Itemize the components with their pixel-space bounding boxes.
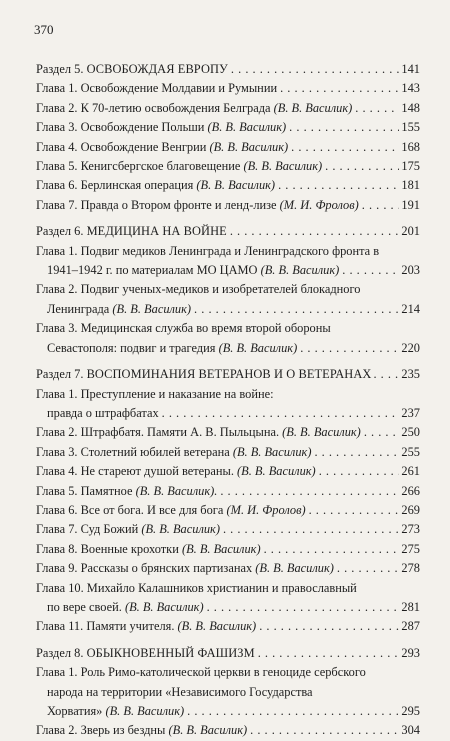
chapter-label: Глава 9. [36,561,78,576]
chapter-label: Глава 7. [36,522,78,537]
chapter-entry[interactable] [36,196,420,215]
page-ref: 148 [401,100,420,115]
page-ref: 255 [401,444,420,459]
dot-leader [319,462,400,481]
page-ref: 143 [401,81,420,96]
page-ref: 141 [401,62,420,76]
dot-leader [162,404,400,423]
chapter-entry[interactable] [36,385,420,424]
page-ref: 203 [401,263,420,278]
page-ref: 250 [401,425,420,440]
page-ref: 237 [401,405,420,420]
chapter-label: Глава 5. [36,483,78,498]
chapter-author: (В. В. Василик) [260,263,340,278]
chapter-author: (В. В. Василик) [207,120,287,135]
chapter-title-continued: по вере своей. [47,599,122,614]
chapter-title: Преступление и наказание на войне: [80,386,274,401]
chapter-title-continued: Севастополя: подвиг и трагедия [47,340,216,355]
dot-leader [259,617,399,636]
chapter-title: Подвиг ученых-медиков и изобретателей блокадного [80,282,361,297]
chapter-entry[interactable] [36,520,420,539]
chapter-author: (В. В. Василик) [168,723,248,738]
dot-leader [220,482,399,501]
chapter-entry[interactable] [36,559,420,578]
section-heading[interactable] [36,644,420,663]
chapter-entry[interactable] [36,138,420,157]
section-label: Раздел 7. [36,367,84,382]
chapter-title: Подвиг медиков Ленинграда и Ленинградского фронта в [80,243,380,258]
chapter-title: Рассказы о брянских партизанах [80,561,253,576]
dot-leader [230,222,400,241]
page-ref: 214 [401,301,420,316]
section-title: ВОСПОМИНАНИЯ ВЕТЕРАНОВ И О ВЕТЕРАНАХ [86,367,372,382]
dot-leader [291,138,399,157]
chapter-title: Столетний юбилей ветерана [80,444,230,459]
chapter-author: (В. В. Василик) [232,444,312,459]
chapter-label: Глава 3. [36,444,78,459]
section-8 [36,644,420,741]
chapter-entry[interactable] [36,118,420,137]
chapter-entry[interactable] [36,443,420,462]
page-ref: 304 [401,723,420,738]
dot-leader [264,540,400,559]
dot-leader [355,99,399,118]
chapter-label: Глава 7. [36,197,78,212]
chapter-entry[interactable] [36,280,420,319]
chapter-label: Глава 2. [36,425,78,440]
section-label: Раздел 6. [36,224,84,239]
dot-leader [309,501,400,520]
chapter-label: Глава 11. [36,619,84,634]
chapter-author: (В. В. Василик). [135,483,218,498]
dot-leader [364,423,400,442]
chapter-entry[interactable] [36,617,420,636]
dot-leader [314,443,399,462]
chapter-title: Правда о Втором фронте и ленд-лизе [80,197,277,212]
chapter-title-continued: 1941–1942 г. по материалам МО ЦАМО [47,263,258,278]
section-7 [36,365,420,637]
chapter-entry[interactable] [36,319,420,358]
chapter-author: (В. В. Василик) [282,425,361,440]
chapter-author: (В. В. Василик) [218,340,298,355]
chapter-entry[interactable] [36,663,420,721]
page-ref: 155 [401,120,420,135]
page-ref: 175 [401,159,420,174]
chapter-title: Военные крохотки [80,541,179,556]
chapter-title: Освобождение Молдавии и Румынии [80,81,278,96]
dot-leader [250,721,399,740]
chapter-entry[interactable] [36,501,420,520]
chapter-title: Медицинская служба во время второй обороны [80,321,331,336]
page-ref: 181 [401,178,420,193]
page-ref: 273 [401,522,420,537]
chapter-entry[interactable] [36,482,420,501]
chapter-title-continued: Ленинграда [47,301,110,316]
page-ref: 201 [401,224,420,239]
section-title: ОСВОБОЖДАЯ ЕВРОПУ [86,62,228,76]
chapter-label: Глава 6. [36,502,78,517]
page-ref: 168 [401,139,420,154]
page-ref: 191 [401,197,420,212]
chapter-entry[interactable] [36,79,420,98]
chapter-title: Берлинская операция [80,178,194,193]
chapter-author: (В. В. Василик) [209,139,289,154]
chapter-author: (В. В. Василик) [237,464,316,479]
chapter-title: Суд Божий [80,522,139,537]
dot-leader [207,598,400,617]
dot-leader [280,79,399,98]
chapter-author: (В. В. Василик) [177,619,257,634]
section-label: Раздел 8. [36,645,84,660]
dot-leader [342,261,399,280]
chapter-title-continued: народа на территории «Независимого Государства [47,684,313,699]
chapter-title: Кенигсбергское благовещение [80,159,241,174]
chapter-entry[interactable] [36,579,420,618]
chapter-author: (В. В. Василик) [196,178,276,193]
dot-leader [258,644,400,663]
section-5 [36,60,420,215]
chapter-title: Не стареют душой ветераны. [80,464,234,479]
chapter-title: Памятное [80,483,133,498]
chapter-title: Все от бога. И все для бога [80,502,224,517]
section-heading[interactable] [36,222,420,241]
dot-leader [325,157,399,176]
chapter-entry[interactable] [36,242,420,281]
section-title: МЕДИЦИНА НА ВОЙНЕ [86,224,227,239]
chapter-title: К 70-летию освобождения Белграда [80,100,271,115]
chapter-label: Глава 5. [36,159,78,174]
chapter-title-continued: Хорватия» [47,704,103,718]
page-ref: 293 [401,645,420,660]
dot-leader [289,118,399,137]
chapter-title-continued: правда о штрафбатах [47,405,159,420]
page-ref: 295 [401,704,420,718]
page-ref: 281 [401,599,420,614]
page-ref: 261 [401,464,420,479]
chapter-author: (В. В. Василик) [273,100,353,115]
page-ref: 220 [401,340,420,355]
dot-leader [231,60,399,79]
chapter-label: Глава 4. [36,139,78,154]
chapter-label: Глава 1. [36,386,78,401]
chapter-title: Освобождение Венгрии [80,139,207,154]
page-ref: 269 [401,502,420,517]
chapter-author: (М. И. Фролов) [279,197,359,212]
chapter-label: Глава 2. [36,723,78,738]
page-ref: 266 [401,483,420,498]
chapter-label: Глава 1. [36,243,78,258]
dot-leader [194,300,399,319]
chapter-title: Михайло Калашников христианин и православный [86,580,357,595]
table-of-contents [36,60,420,741]
chapter-author: (В. В. Василик) [141,522,220,537]
chapter-label: Глава 3. [36,120,78,135]
chapter-label: Глава 2. [36,100,78,115]
chapter-author: (В. В. Василик) [243,159,323,174]
chapter-author: (М. И. Фролов) [226,502,306,517]
chapter-label: Глава 3. [36,321,78,336]
chapter-entry[interactable] [36,423,420,442]
page-ref: 287 [401,619,420,634]
section-title: ОБЫКНОВЕННЫЙ ФАШИЗМ [86,645,255,660]
dot-leader [362,196,400,215]
chapter-author: (В. В. Василик) [105,704,185,718]
dot-leader [300,339,399,358]
section-heading[interactable] [36,60,420,79]
chapter-entry[interactable] [36,721,420,740]
chapter-label: Глава 2. [36,282,78,297]
dot-leader [337,559,400,578]
chapter-title: Роль Римо-католической церкви в геноциде сербского [80,665,366,680]
section-heading[interactable] [36,365,420,384]
section-label: Раздел 5. [36,62,84,76]
chapter-entry[interactable] [36,99,420,118]
chapter-author: (В. В. Василик) [255,561,334,576]
page-ref: 278 [401,561,420,576]
chapter-label: Глава 1. [36,81,78,96]
chapter-author: (В. В. Василик) [124,599,204,614]
chapter-label: Глава 1. [36,665,78,680]
chapter-entry[interactable] [36,176,420,195]
chapter-title: Штрафбатя. Памяти А. В. Пыльцына. [80,425,280,440]
chapter-entry[interactable] [36,540,420,559]
page-ref: 235 [401,367,420,382]
chapter-label: Глава 10. [36,580,84,595]
section-6 [36,222,420,358]
dot-leader [223,520,399,539]
page-ref: 275 [401,541,420,556]
chapter-title: Зверь из бездны [80,723,166,738]
page-number: 370 [34,22,54,37]
dot-leader [278,176,399,195]
chapter-title: Освобождение Польши [80,120,205,135]
dot-leader [187,702,399,721]
chapter-label: Глава 6. [36,178,78,193]
chapter-label: Глава 4. [36,464,78,479]
chapter-author: (В. В. Василик) [181,541,261,556]
dot-leader [373,365,399,384]
chapter-entry[interactable] [36,157,420,176]
chapter-entry[interactable] [36,462,420,481]
chapter-title: Памяти учителя. [86,619,175,634]
chapter-author: (В. В. Василик) [112,301,192,316]
chapter-label: Глава 8. [36,541,78,556]
